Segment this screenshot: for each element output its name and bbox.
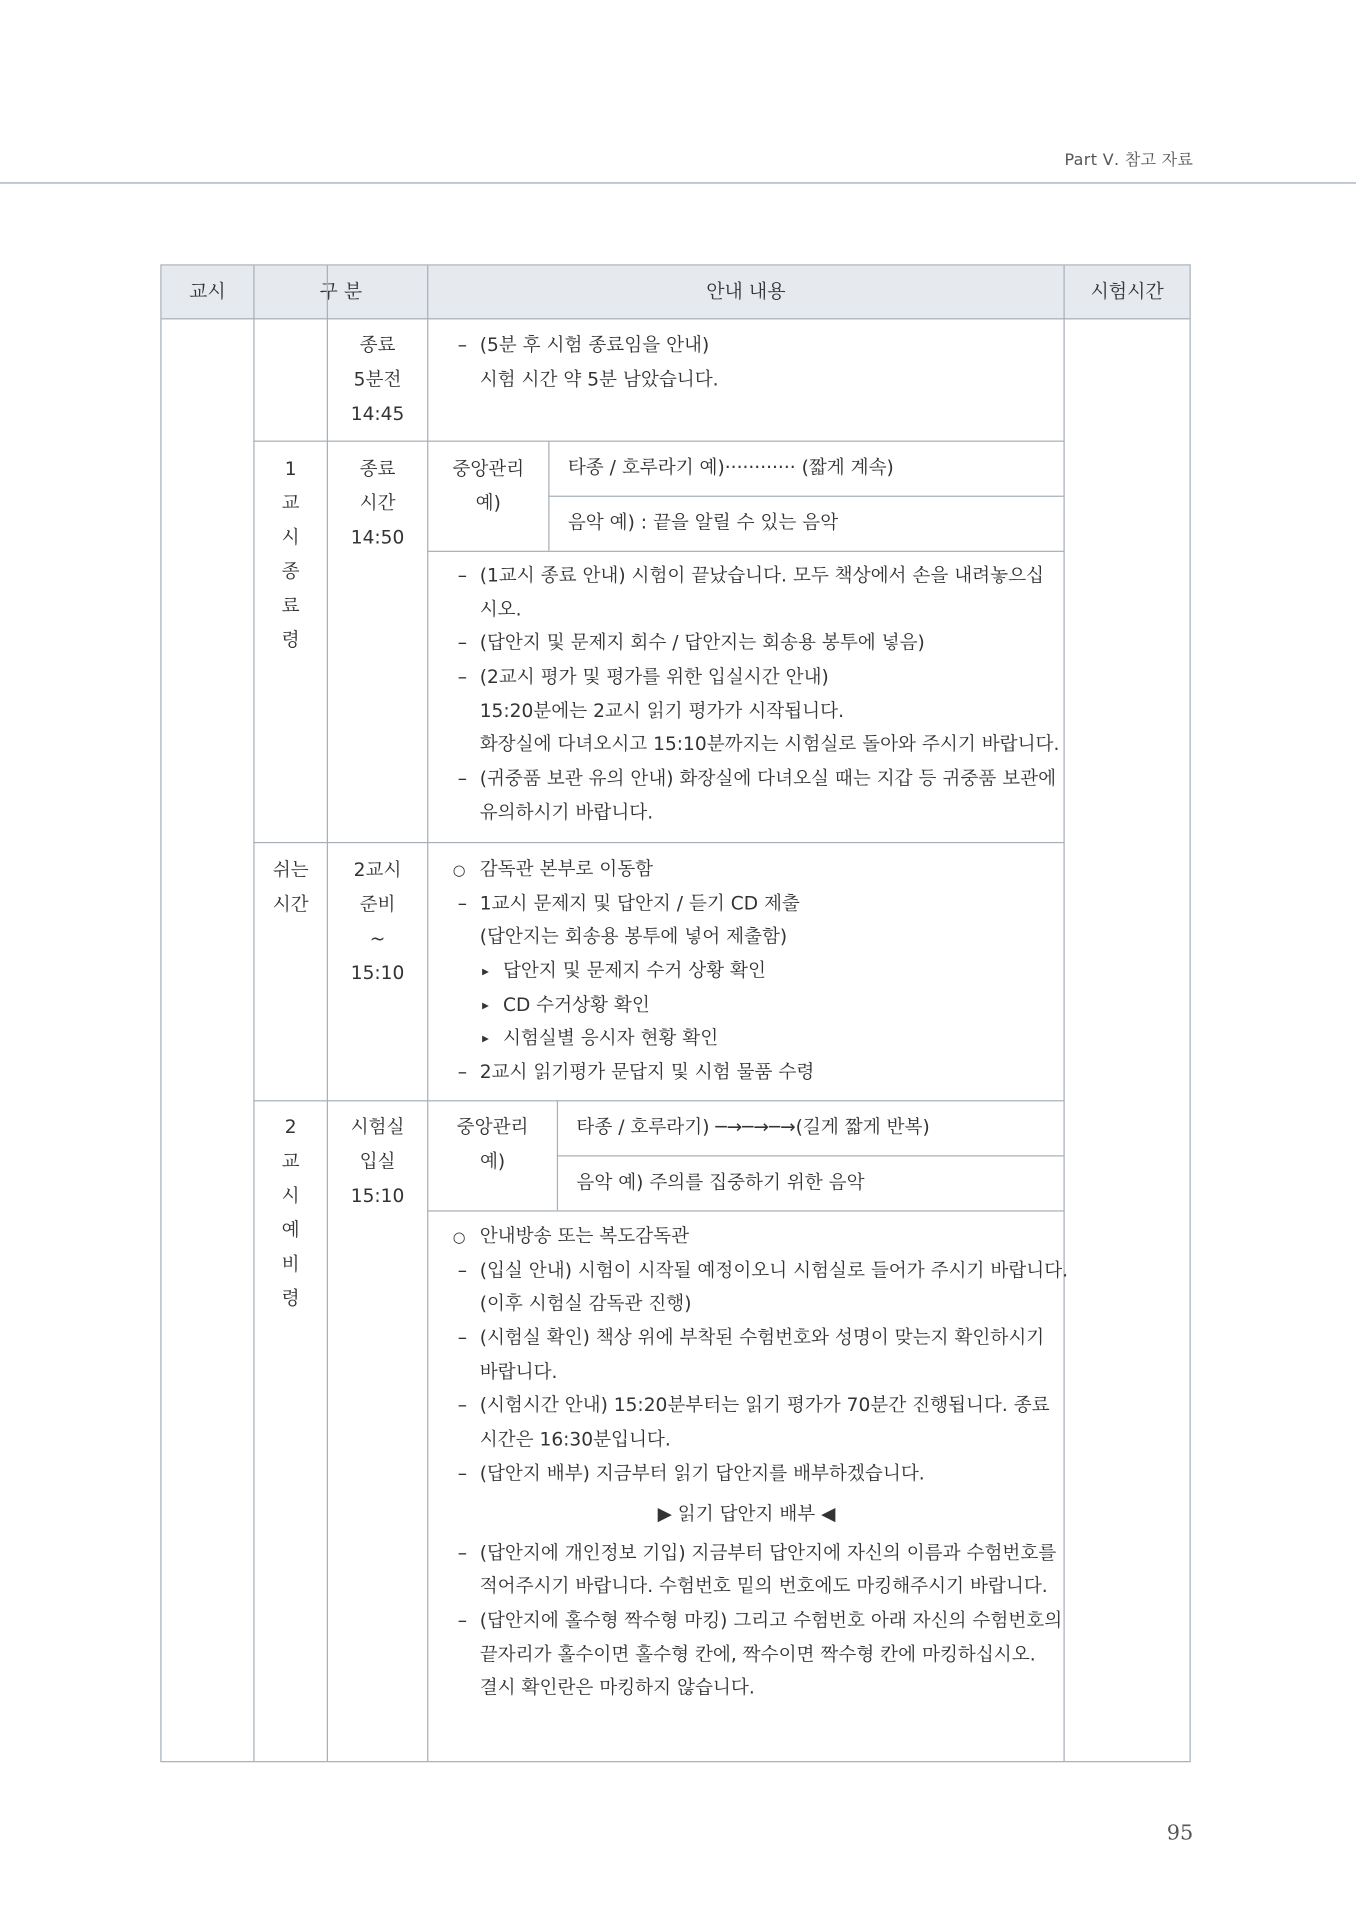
mgmt-divider: [427, 1210, 1063, 1211]
r4-music-example: 음악 예) 주의를 집중하기 위한 음악: [576, 1171, 865, 1194]
list-item: (이후 시험실 감독관 진행): [479, 1292, 692, 1315]
list-item: 결시 확인란은 마킹하지 않습니다.: [479, 1676, 755, 1699]
header-period: 교시: [189, 280, 226, 303]
r1-subdivision: 종료 5분전 14:45: [350, 334, 405, 425]
r2-bell-example: 타종 / 호루라기 예)············ (짧게 계속): [567, 456, 894, 479]
list-item: 적어주시기 바랍니다. 수험번호 밑의 번호에도 마킹해주시기 바랍니다.: [479, 1575, 1048, 1598]
header-division: 구 분: [319, 280, 363, 303]
list-item: – (1교시 종료 안내) 시험이 끝났습니다. 모두 책상에서 손을 내려놓으십: [453, 559, 1065, 593]
mgmt-divider: [548, 441, 549, 551]
row-divider: [253, 842, 1063, 843]
r4-bell-example: 타종 / 호루라기) ─→─→─→(길게 짧게 반복): [576, 1116, 930, 1139]
table-header-row: [162, 266, 1190, 320]
mgmt-divider: [548, 496, 1063, 497]
list-item: 시오.: [479, 598, 522, 621]
r3-period: 쉬는 시간: [272, 859, 309, 916]
row-divider: [253, 1100, 1063, 1101]
header-rule: [0, 182, 1356, 183]
list-item: 유의하시기 바랍니다.: [479, 801, 654, 824]
list-item: – (답안지 및 문제지 회수 / 답안지는 회송용 봉투에 넣음): [453, 627, 1065, 661]
r1-content: [453, 329, 1065, 397]
r4-mgmt-label: 중앙관리 예): [456, 1116, 529, 1173]
running-header: Part Ⅴ. 참고 자료: [1064, 151, 1194, 171]
r2-subdivision: 종료 시간 14:50: [350, 457, 405, 549]
list-item: 바랍니다.: [479, 1360, 558, 1383]
r3-content: [453, 853, 1065, 1090]
list-item: ▸ 답안지 및 문제지 수거 상황 확인: [453, 955, 1065, 989]
r4-content: [453, 1220, 1069, 1706]
r3-subdivision: 2교시 준비 ~ 15:10: [350, 859, 405, 984]
list-item: – (입실 안내) 시험이 시작될 예정이오니 시험실로 들어가 주시기 바랍니다.: [453, 1254, 1065, 1288]
mgmt-divider: [557, 1100, 558, 1210]
list-item: 시간은 16:30분입니다.: [479, 1428, 671, 1451]
list-item: (답안지는 회송용 봉투에 넣어 제출함): [479, 925, 788, 948]
mgmt-divider: [427, 551, 1063, 552]
list-item: ▸ 시험실별 응시자 현황 확인: [453, 1022, 1065, 1056]
list-item: – (2교시 평가 및 평가를 위한 입실시간 안내): [453, 661, 1065, 695]
list-item: – (5분 후 시험 종료임을 안내): [453, 329, 1065, 363]
header-exam-time: 시험시간: [1090, 280, 1164, 303]
list-item: ○ 안내방송 또는 복도감독관: [453, 1220, 1065, 1254]
r2-music-example: 음악 예) : 끝을 알릴 수 있는 음악: [567, 511, 839, 534]
row-divider: [253, 441, 1063, 442]
list-item: – 1교시 문제지 및 답안지 / 듣기 CD 제출: [453, 887, 1065, 921]
mgmt-divider: [557, 1155, 1064, 1156]
r2-content: [453, 559, 1065, 830]
list-item: ▸ CD 수거상황 확인: [453, 989, 1065, 1023]
list-item: 화장실에 다녀오시고 15:10분까지는 시험실로 돌아와 주시기 바랍니다.: [479, 733, 1060, 756]
list-item: – (시험실 확인) 책상 위에 부착된 수험번호와 성명이 맞는지 확인하시기: [453, 1322, 1065, 1356]
list-item: – (귀중품 보관 유의 안내) 화장실에 다녀오실 때는 지갑 등 귀중품 보관에: [453, 763, 1065, 797]
list-item: – (답안지에 개인정보 기입) 지금부터 답안지에 자신의 이름과 수험번호를: [453, 1536, 1065, 1570]
r2-mgmt-label: 중앙관리 예): [452, 457, 525, 514]
list-item: ○ 감독관 본부로 이동함: [453, 853, 1065, 887]
guidance-table: [160, 264, 1190, 1762]
r4-subdivision: 시험실 입실 15:10: [350, 1116, 405, 1207]
list-item: – (답안지 배부) 지금부터 읽기 답안지를 배부하겠습니다.: [453, 1457, 1065, 1491]
list-item: – (시험시간 안내) 15:20분부터는 읽기 평가가 70분간 진행됩니다. 종료: [453, 1390, 1065, 1424]
r2-period: 1 교 시 종 료 령: [281, 457, 300, 652]
distribution-notice: ▶ 읽기 답안지 배부 ◀: [657, 1502, 836, 1525]
r4-period: 2 교 시 예 비 령: [281, 1116, 300, 1310]
list-item: – 2교시 읽기평가 문답지 및 시험 물품 수령: [453, 1056, 1065, 1090]
page-number: 95: [1166, 1821, 1194, 1846]
list-item: – (답안지에 홀수형 짝수형 마킹) 그리고 수험번호 아래 자신의 수험번호의: [453, 1604, 1065, 1638]
list-item: 시험 시간 약 5분 남았습니다.: [479, 367, 719, 391]
list-item: 15:20분에는 2교시 읽기 평가가 시작됩니다.: [479, 699, 844, 722]
list-item: 끝자리가 홀수이면 홀수형 칸에, 짝수이면 짝수형 칸에 마킹하십시오.: [479, 1643, 1036, 1666]
header-content: 안내 내용: [706, 280, 786, 303]
